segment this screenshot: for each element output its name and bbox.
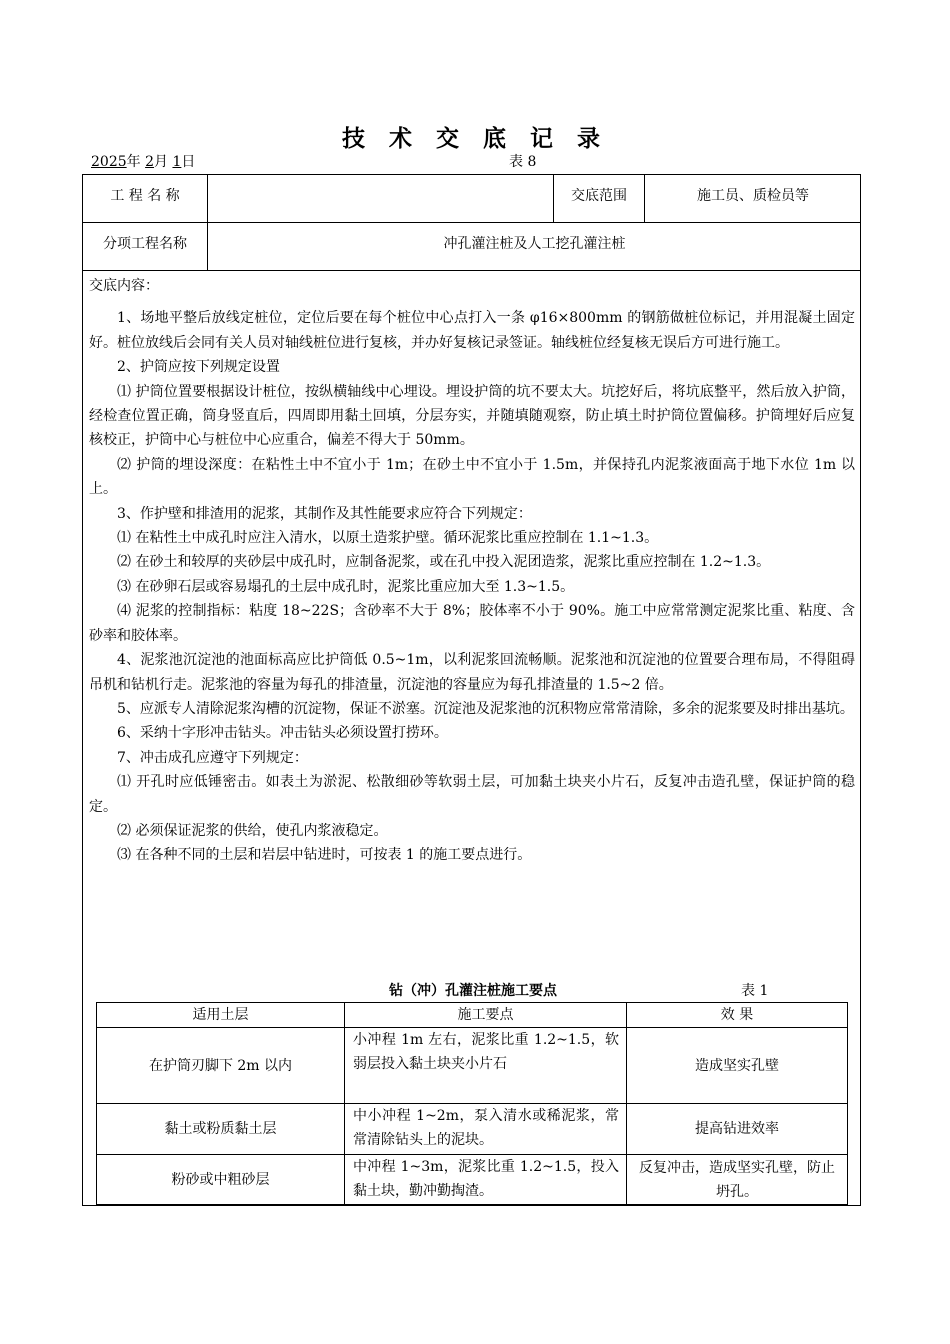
subtable-title: 钻（冲）孔灌注桩施工要点: [389, 983, 557, 999]
table-cell-points: 中冲程 1~3m，泥浆比重 1.2~1.5，投入黏土块，勤冲勤掏渣。: [353, 1159, 619, 1199]
row-divider: [82, 270, 861, 271]
disclosure-content: [89, 274, 855, 868]
project-name-value: [208, 175, 553, 215]
content-paragraph: ⑷ 泥浆的控制指标：粘度 18~22S；含砂率不大于 8%；胶体率不小于 90%。施工中应常常测定泥浆比重、粘度、含砂率和胶体率。: [89, 603, 855, 644]
date-year: 2025: [91, 154, 127, 170]
sub-project-label: 分项工程名称: [103, 236, 187, 252]
date-month-suffix: 月: [154, 154, 169, 170]
content-paragraph: ⑴ 开孔时应低锤密击。如表土为淤泥、松散细砂等软弱土层，可加黏土块夹小片石，反复冲击造孔壁，保证护筒的稳定。: [89, 774, 855, 815]
column-header: 施工要点: [457, 1007, 514, 1023]
table-cell-points: 小冲程 1m 左右，泥浆比重 1.2~1.5，软弱层投入黏土块夹小片石: [353, 1032, 619, 1072]
table-cell-effect: 提高钻进效率: [695, 1121, 779, 1137]
table-cell-layer: 在护筒刃脚下 2m 以内: [148, 1057, 293, 1074]
sub-project-value: 冲孔灌注桩及人工挖孔灌注桩: [443, 236, 626, 252]
content-heading: 交底内容：: [89, 278, 159, 294]
date-year-suffix: 年: [126, 154, 141, 170]
content-paragraph: 4、泥浆池沉淀池的池面标高应比护筒低 0.5~1m，以利泥浆回流畅顺。泥浆池和沉淀池的位置要合理布局，不得阻碍吊机和钻机行走。泥浆池的容量为每孔的排渣量，沉淀池的容量应为每孔排渣量的 1.5~2 倍。: [89, 652, 855, 693]
content-paragraph: ⑵ 必须保证泥浆的供给，使孔内浆液稳定。: [117, 822, 388, 839]
content-paragraph: 5、应派专人清除泥浆沟槽的沉淀物，保证不淤塞。沉淀池及泥浆池的沉积物应常常清除，多余的泥浆要及时排出基坑。: [117, 700, 854, 717]
content-paragraph: ⑵ 在砂土和较厚的夹砂层中成孔时，应制备泥浆，或在孔中投入泥团造浆，泥浆比重应控制在 1.2~1.3。: [117, 554, 771, 571]
scope-value: 施工员、质检员等: [697, 188, 809, 204]
column-divider: [344, 1002, 345, 1205]
table-cell-effect: 反复冲击，造成坚实孔壁，防止坍孔。: [639, 1160, 835, 1200]
table-cell-effect: 造成坚实孔壁: [695, 1057, 779, 1074]
content-paragraph: 3、作护壁和排渣用的泥浆，其制作及其性能要求应符合下列规定：: [117, 505, 532, 522]
content-paragraph: ⑵ 护筒的埋设深度：在粘性土中不宜小于 1m；在砂土中不宜小于 1.5m，并保持孔内泥浆液面高于地下水位 1m 以上。: [89, 456, 855, 498]
document-date: [91, 151, 195, 171]
content-paragraph: 6、采纳十字形冲击钻头。冲击钻头必须设置打捞环。: [117, 725, 448, 742]
content-paragraph: ⑶ 在各种不同的土层和岩层中钻进时，可按表 1 的施工要点进行。: [117, 847, 532, 864]
table-cell-layer: 粉砂或中粗砂层: [171, 1172, 270, 1188]
column-header: 效 果: [720, 1007, 754, 1023]
date-month: 2: [145, 154, 155, 170]
content-paragraph: 7、冲击成孔应遵守下列规定：: [117, 749, 308, 766]
scope-label: 交底范围: [571, 188, 627, 204]
content-paragraph: ⑶ 在砂卵石层或容易塌孔的土层中成孔时，泥浆比重应加大至 1.3~1.5。: [117, 578, 575, 595]
content-paragraph: 1、场地平整后放线定桩位，定位后要在每个桩位中心点打入一条 φ16×800mm 的钢筋做桩位标记，并用混凝土固定好。桩位放线后会同有关人员对轴线桩位进行复核，并办好复核记录签证。轴线桩位经复核无误后方可进行施工。: [89, 310, 855, 351]
subtable-number: 表 1: [741, 983, 769, 999]
date-day-suffix: 日: [181, 154, 196, 170]
date-day: 1: [172, 154, 182, 170]
content-paragraph: ⑴ 护筒位置要根据设计桩位，按纵横轴线中心埋设。埋设护筒的坑不要太大。坑挖好后，将坑底整平，然后放入护筒，经检查位置正确，筒身竖直后，四周即用黏土回填，分层夯实，并随填随观察，防止填土时护筒位置偏移。护筒埋好后应复核校正，护筒中心与桩位中心应重合，偏差不得大于 50mm。: [89, 383, 855, 449]
project-name-label: 工 程 名 称: [110, 188, 180, 204]
content-paragraph: ⑴ 在粘性土中成孔时应注入清水，以原土造浆护壁。循环泥浆比重应控制在 1.1~1.3。: [117, 530, 659, 547]
table-number: 表 8: [509, 154, 537, 170]
column-header: 适用土层: [192, 1007, 249, 1023]
content-paragraph: 2、护筒应按下列规定设置: [117, 359, 280, 376]
table-cell-points: 中小冲程 1~2m，泵入清水或稀泥浆，常常清除钻头上的泥块。: [353, 1108, 619, 1148]
document-title: 技 术 交 底 记 录: [341, 125, 609, 152]
table-cell-layer: 黏土或粉质黏土层: [164, 1121, 277, 1137]
